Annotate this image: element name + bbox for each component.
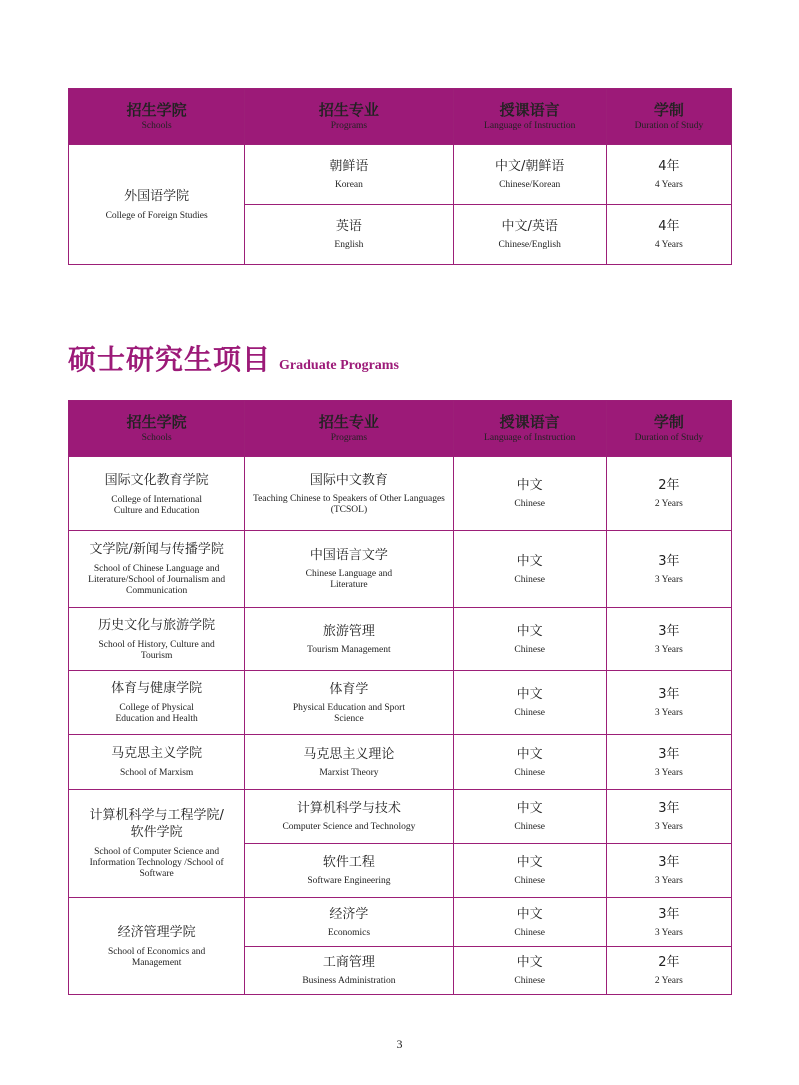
language-cell: 中文 Chinese bbox=[453, 531, 606, 608]
table-row bbox=[69, 898, 732, 947]
duration-cell: 2年 2 Years bbox=[606, 457, 731, 531]
header-duration: 学制 Duration of Study bbox=[606, 89, 731, 145]
duration-cell: 2年 2 Years bbox=[606, 947, 731, 995]
program-cell: 朝鲜语 Korean bbox=[245, 145, 453, 205]
language-cell: 中文/英语 Chinese/English bbox=[453, 205, 606, 265]
language-cell: 中文 Chinese bbox=[453, 898, 606, 947]
header-programs: 招生专业 Programs bbox=[245, 401, 453, 457]
header-schools: 招生学院 Schools bbox=[69, 401, 245, 457]
table-row bbox=[69, 790, 732, 844]
duration-cell: 3年 3 Years bbox=[606, 608, 731, 671]
graduate-programs-heading: 硕士研究生项目 Graduate Programs bbox=[68, 343, 399, 376]
table-header-row bbox=[69, 89, 732, 145]
school-cell: 经济管理学院 School of Economics and Management bbox=[69, 898, 245, 995]
header-programs: 招生专业 Programs bbox=[245, 89, 453, 145]
graduate-programs-table bbox=[68, 400, 732, 995]
duration-cell: 3年 3 Years bbox=[606, 790, 731, 844]
undergraduate-programs-table bbox=[68, 88, 732, 265]
duration-cell: 4年 4 Years bbox=[606, 145, 731, 205]
program-cell: 国际中文教育 Teaching Chinese to Speakers of Other Languages (TCSOL) bbox=[245, 457, 453, 531]
duration-cell: 3年 3 Years bbox=[606, 844, 731, 898]
language-cell: 中文 Chinese bbox=[453, 608, 606, 671]
table-row bbox=[69, 145, 732, 205]
language-cell: 中文 Chinese bbox=[453, 844, 606, 898]
school-cell: 历史文化与旅游学院 School of History, Culture and Tourism bbox=[69, 608, 245, 671]
header-language: 授课语言 Language of Instruction bbox=[453, 401, 606, 457]
table-header-row bbox=[69, 401, 732, 457]
language-cell: 中文 Chinese bbox=[453, 735, 606, 790]
program-cell: 英语 English bbox=[245, 205, 453, 265]
program-cell: 中国语言文学 Chinese Language and Literature bbox=[245, 531, 453, 608]
page-number: 3 bbox=[396, 1037, 403, 1051]
language-cell: 中文 Chinese bbox=[453, 790, 606, 844]
duration-cell: 3年 3 Years bbox=[606, 671, 731, 735]
school-cell: 马克思主义学院 School of Marxism bbox=[69, 735, 245, 790]
language-cell: 中文 Chinese bbox=[453, 947, 606, 995]
language-cell: 中文 Chinese bbox=[453, 457, 606, 531]
program-cell: 体育学 Physical Education and Sport Science bbox=[245, 671, 453, 735]
school-cell: 体育与健康学院 College of Physical Education and Health bbox=[69, 671, 245, 735]
school-cell: 外国语学院 College of Foreign Studies bbox=[69, 145, 245, 265]
program-cell: 软件工程 Software Engineering bbox=[245, 844, 453, 898]
duration-cell: 3年 3 Years bbox=[606, 898, 731, 947]
table-row bbox=[69, 735, 732, 790]
table-row bbox=[69, 457, 732, 531]
language-cell: 中文/朝鲜语 Chinese/Korean bbox=[453, 145, 606, 205]
duration-cell: 4年 4 Years bbox=[606, 205, 731, 265]
duration-cell: 3年 3 Years bbox=[606, 531, 731, 608]
school-cell: 国际文化教育学院 College of International Culture and Education bbox=[69, 457, 245, 531]
table-row bbox=[69, 531, 732, 608]
header-language: 授课语言 Language of Instruction bbox=[453, 89, 606, 145]
program-cell: 旅游管理 Tourism Management bbox=[245, 608, 453, 671]
table-row bbox=[69, 671, 732, 735]
header-schools: 招生学院 Schools bbox=[69, 89, 245, 145]
header-duration: 学制 Duration of Study bbox=[606, 401, 731, 457]
school-cell: 计算机科学与工程学院/软件学院 School of Computer Science and Information Technology /School of Software bbox=[69, 790, 245, 898]
duration-cell: 3年 3 Years bbox=[606, 735, 731, 790]
table-row bbox=[69, 608, 732, 671]
program-cell: 经济学 Economics bbox=[245, 898, 453, 947]
school-cell: 文学院/新闻与传播学院 School of Chinese Language and Literature/School of Journalism and Communication bbox=[69, 531, 245, 608]
language-cell: 中文 Chinese bbox=[453, 671, 606, 735]
program-cell: 马克思主义理论 Marxist Theory bbox=[245, 735, 453, 790]
program-cell: 计算机科学与技术 Computer Science and Technology bbox=[245, 790, 453, 844]
program-cell: 工商管理 Business Administration bbox=[245, 947, 453, 995]
